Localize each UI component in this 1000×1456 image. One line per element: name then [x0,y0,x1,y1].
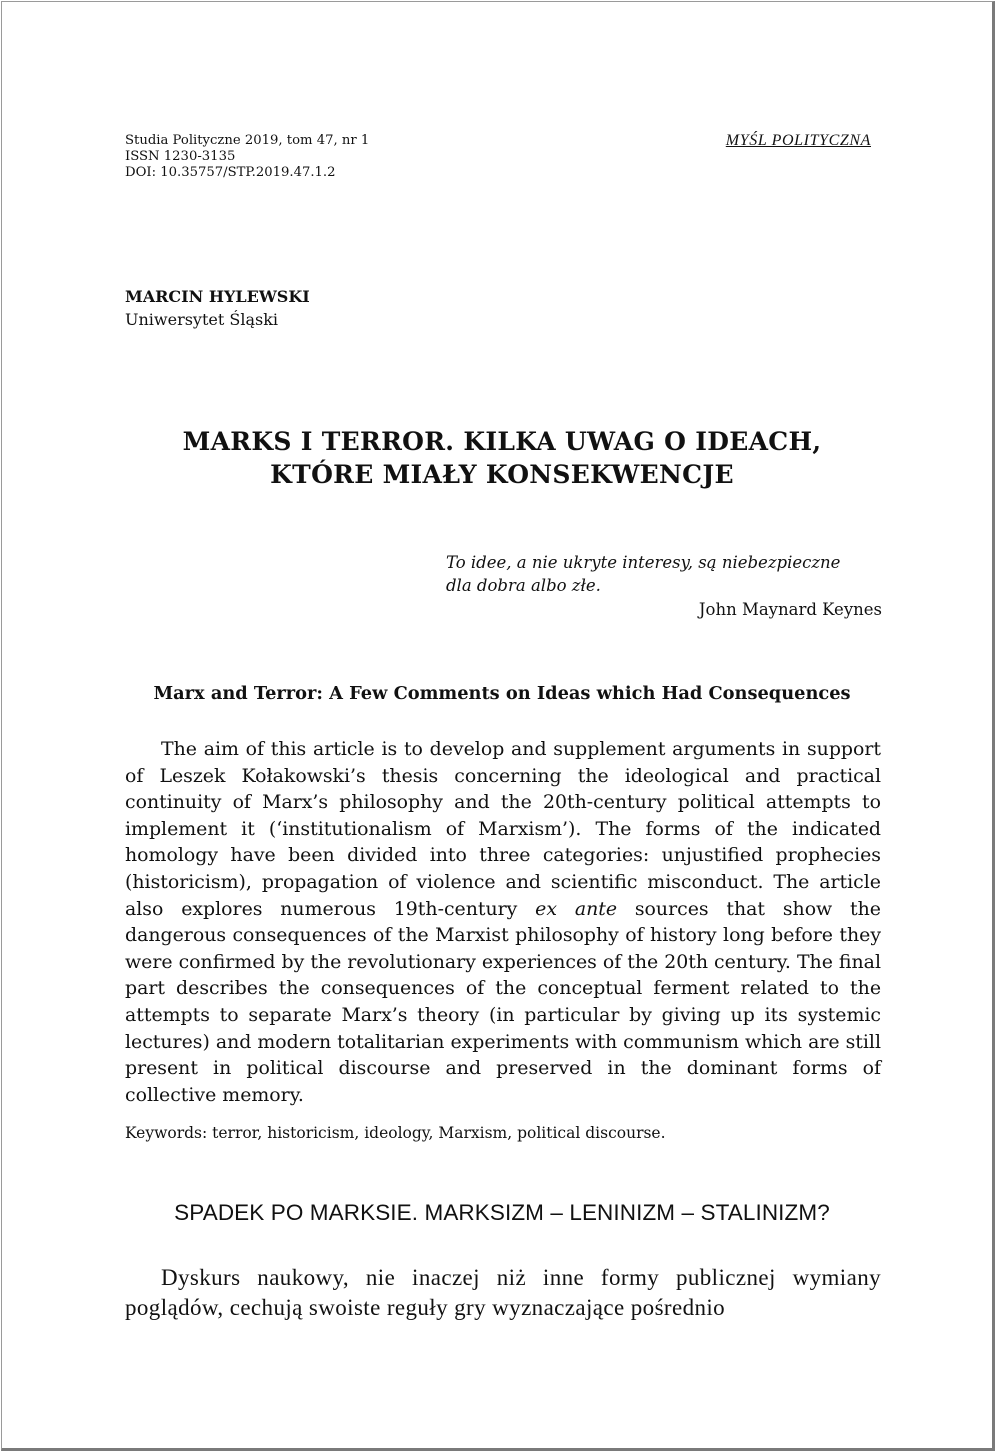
author-block [125,285,310,331]
abstract [125,736,881,1108]
issn-line: ISSN 1230-3135 [125,149,236,164]
section-heading: SPADEK PO MARKSIE. MARKSIZM – LENINIZM – STALINIZM? [174,1200,830,1225]
english-title: Marx and Terror: A Few Comments on Ideas which Had Consequences [153,683,851,704]
epigraph-source: John Maynard Keynes [698,600,882,619]
epigraph [446,551,882,621]
article-title [102,425,902,491]
abstract-italic: ex ante [535,897,618,920]
section-label: MYŚL POLITYCZNA [725,132,871,149]
author-name: MARCIN HYLEWSKI [125,287,310,306]
journal-info [125,133,369,181]
title-line-2: KTÓRE MIAŁY KONSEKWENCJE [270,460,734,489]
epigraph-quote-line-2: dla dobra albo złe. [446,576,601,595]
page [1,1,995,1451]
keywords: Keywords: terror, historicism, ideology, Marxism, political discourse. [125,1124,666,1142]
epigraph-quote-line-1: To idee, a nie ukryte interesy, są niebezpieczne [446,553,841,572]
abstract-text-before: The aim of this article is to develop and supplement arguments in support of Leszek Kołakowski’s thesis concerning the ideological and practical continuity of Marx’s philosophy and the 20th-century political attempts to implement it (‘institutionalism of Marxism’). The forms of the indicated homology have been divided into three categories: unjustified prophecies (historicism), propagation of violence and scientific misconduct. The article also explores numerous 19th-century [125,738,881,920]
title-line-1: MARKS I TERROR. KILKA UWAG O IDEACH, [182,427,822,456]
author-affiliation: Uniwersytet Śląski [125,310,279,329]
abstract-text-after: sources that show the dangerous consequences of the Marxist philosophy of history long before they were confirmed by the revolutionary experiences of the 20th century. The final part describes the consequences of the conceptual ferment related to the attempts to separate Marx’s theory (in particular by giving up its systemic lectures) and modern totalitarian experiments with communism which are still present in political discourse and preserved in the dominant forms of collective memory. [125,897,881,1106]
journal-line: Studia Polityczne 2019, tom 47, nr 1 [125,133,370,148]
body-paragraph: Dyskurs naukowy, nie inaczej niż inne formy publicznej wymiany poglądów, cechują swoiste reguły gry wyznaczające pośrednio [125,1265,881,1320]
doi-line: DOI: 10.35757/STP.2019.47.1.2 [125,165,336,180]
